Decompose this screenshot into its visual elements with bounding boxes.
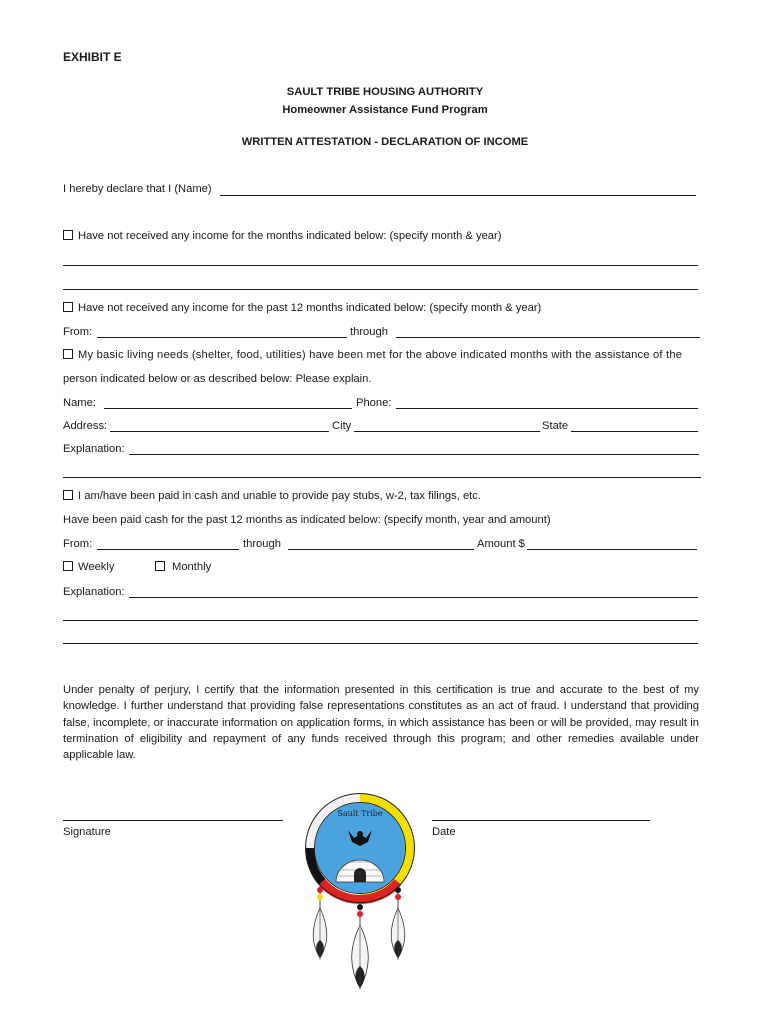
sault-tribe-logo-icon <box>300 790 420 1000</box>
option-no-income-months[interactable] <box>63 230 501 242</box>
cash-explanation-field-2[interactable] <box>63 620 698 621</box>
signature-field[interactable] <box>63 820 283 821</box>
option-basic-needs-label: My basic living needs (shelter, food, utilities) have been met for the above indicated months with the assistance of the <box>78 349 683 361</box>
phone-field[interactable] <box>396 408 698 409</box>
exhibit-label: EXHIBIT E <box>63 50 122 64</box>
name-field[interactable] <box>104 408 352 409</box>
option-paid-cash[interactable] <box>63 490 481 502</box>
through-field[interactable] <box>396 337 700 338</box>
state-field[interactable] <box>571 431 698 432</box>
signature-label: Signature <box>63 826 111 838</box>
option-monthly-label: Monthly <box>172 561 212 573</box>
option-no-income-12-months-label: Have not received any income for the past 12 months indicated below: (specify month & year) <box>78 302 542 314</box>
option-weekly-label: Weekly <box>78 561 115 573</box>
program-name: Homeowner Assistance Fund Program <box>282 104 488 116</box>
months-field-2[interactable] <box>63 289 698 290</box>
cash-from-field[interactable] <box>97 549 239 550</box>
option-basic-needs-label-cont: person indicated below or as described below: Please explain. <box>63 373 372 385</box>
cash-explanation-label: Explanation: <box>63 586 125 598</box>
option-weekly[interactable] <box>63 561 114 573</box>
declare-name-field[interactable] <box>220 195 696 196</box>
cash-through-field[interactable] <box>288 549 474 550</box>
checkbox[interactable] <box>63 561 73 571</box>
cash-explanation-field-3[interactable] <box>63 643 698 644</box>
org-name: SAULT TRIBE HOUSING AUTHORITY <box>286 86 484 98</box>
checkbox[interactable] <box>155 561 165 571</box>
option-no-income-months-label: Have not received any income for the months indicated below: (specify month & year) <box>78 230 502 242</box>
cash-from-label: From: <box>63 538 93 550</box>
date-label: Date <box>432 826 456 838</box>
option-paid-cash-label: I am/have been paid in cash and unable to provide pay stubs, w-2, tax filings, etc. <box>78 490 481 502</box>
amount-field[interactable] <box>527 549 697 550</box>
state-label: State <box>542 420 569 432</box>
city-label: City <box>332 420 352 432</box>
months-field-1[interactable] <box>63 265 698 266</box>
explanation-field-1[interactable] <box>129 454 699 455</box>
form-title: WRITTEN ATTESTATION - DECLARATION OF INCOME <box>241 136 529 148</box>
checkbox[interactable] <box>63 490 73 500</box>
cash-through-label: through <box>243 538 281 550</box>
phone-label: Phone: <box>356 397 392 409</box>
explanation-label: Explanation: <box>63 443 125 455</box>
logo-text: Sault Tribe <box>337 809 383 818</box>
city-field[interactable] <box>354 431 540 432</box>
checkbox[interactable] <box>63 230 73 240</box>
declare-label: I hereby declare that I (Name) <box>63 183 212 195</box>
date-field[interactable] <box>432 820 650 821</box>
through-label: through <box>350 326 388 338</box>
cash-period-label: Have been paid cash for the past 12 months as indicated below: (specify month, year and amount) <box>63 514 551 526</box>
from-label: From: <box>63 326 93 338</box>
certification-text: Under penalty of perjury, I certify that the information presented in this certification is true and accurate to the best of my knowledge. I further understand that providing false representations constitutes as an act of fraud. I understand that providing false, incomplete, or inaccurate information on application forms, in which assistance has been or will be provided, may result in termination of eligibility and repayment of any funds received through this program; and other remedies available under applicable law. <box>63 684 699 762</box>
checkbox[interactable] <box>63 349 73 359</box>
option-no-income-12-months[interactable] <box>63 302 541 314</box>
address-label: Address: <box>63 420 108 432</box>
amount-label: Amount $ <box>477 538 525 550</box>
option-basic-needs[interactable] <box>63 349 682 361</box>
sault-tribe-logo <box>300 790 420 1000</box>
name-label: Name: <box>63 397 96 409</box>
explanation-field-2[interactable] <box>63 477 701 478</box>
checkbox[interactable] <box>63 302 73 312</box>
cash-explanation-field-1[interactable] <box>129 597 698 598</box>
from-field[interactable] <box>97 337 347 338</box>
option-monthly[interactable] <box>155 561 211 573</box>
address-field[interactable] <box>110 431 329 432</box>
